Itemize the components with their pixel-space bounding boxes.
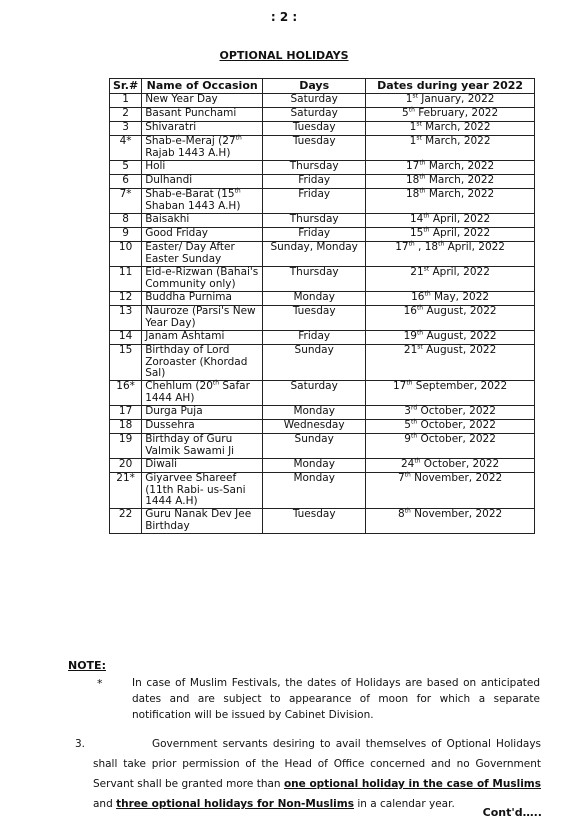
row-sr: 15	[110, 345, 142, 381]
row-occasion: New Year Day	[142, 94, 263, 108]
row-occasion: Shab-e-Meraj (27th Rajab 1443 A.H)	[142, 136, 263, 161]
row-sr: 18	[110, 420, 142, 434]
table-body	[110, 94, 535, 534]
paragraph-bold-2: three optional holidays for Non-Muslims	[116, 798, 354, 810]
row-sr: 2	[110, 108, 142, 122]
row-date: 16th May, 2022	[366, 292, 535, 306]
row-date: 24th October, 2022	[366, 459, 535, 473]
continued-marker: Cont'd…..	[482, 806, 542, 819]
row-sr: 21*	[110, 473, 142, 509]
row-occasion: Giyarvee Shareef (11th Rabi- us-Sani 1444 A.H)	[142, 473, 263, 509]
row-occasion: Holi	[142, 161, 263, 175]
row-sr: 3	[110, 122, 142, 136]
row-day: Monday	[263, 292, 366, 306]
row-day: Wednesday	[263, 420, 366, 434]
row-date: 17th , 18th April, 2022	[366, 242, 535, 267]
paragraph-text-3: in a calendar year.	[353, 798, 455, 810]
row-occasion: Good Friday	[142, 228, 263, 242]
row-day: Thursday	[263, 214, 366, 228]
paragraph-3	[75, 734, 541, 814]
row-date: 21st April, 2022	[366, 267, 535, 292]
row-occasion: Dussehra	[142, 420, 263, 434]
row-sr: 13	[110, 306, 142, 331]
row-occasion: Durga Puja	[142, 406, 263, 420]
row-day: Sunday	[263, 345, 366, 381]
row-day: Saturday	[263, 381, 366, 406]
row-sr: 19	[110, 434, 142, 459]
row-date: 5th October, 2022	[366, 420, 535, 434]
header-occasion: Name of Occasion	[142, 79, 263, 94]
row-day: Thursday	[263, 161, 366, 175]
row-day: Saturday	[263, 94, 366, 108]
table-row	[110, 189, 535, 214]
row-occasion: Dulhandi	[142, 175, 263, 189]
row-sr: 10	[110, 242, 142, 267]
note-heading: NOTE:	[68, 659, 106, 672]
row-sr: 14	[110, 331, 142, 345]
row-sr: 22	[110, 509, 142, 534]
table-row	[110, 292, 535, 306]
row-occasion: Nauroze (Parsi's New Year Day)	[142, 306, 263, 331]
row-day: Friday	[263, 331, 366, 345]
row-occasion: Baisakhi	[142, 214, 263, 228]
table-row	[110, 459, 535, 473]
row-day: Tuesday	[263, 306, 366, 331]
row-sr: 17	[110, 406, 142, 420]
table-row	[110, 406, 535, 420]
row-day: Sunday, Monday	[263, 242, 366, 267]
row-occasion: Diwali	[142, 459, 263, 473]
row-day: Saturday	[263, 108, 366, 122]
row-sr: 20	[110, 459, 142, 473]
header-sr: Sr.#	[110, 79, 142, 94]
paragraph-number: 3.	[75, 738, 86, 750]
row-day: Friday	[263, 175, 366, 189]
paragraph-text-1: Government servants desiring to avail themselves of Optional Holidays shall take prior permission of the Head of Office concerned and no Government Servant shall be granted more than	[93, 738, 541, 790]
table-row	[110, 161, 535, 175]
table-row	[110, 473, 535, 509]
table-row	[110, 306, 535, 331]
table-row	[110, 381, 535, 406]
row-occasion: Birthday of Guru Valmik Sawami Ji	[142, 434, 263, 459]
table-row	[110, 122, 535, 136]
row-date: 8th November, 2022	[366, 509, 535, 534]
row-occasion: Buddha Purnima	[142, 292, 263, 306]
page-number: : 2 :	[270, 10, 298, 24]
row-occasion: Shab-e-Barat (15th Shaban 1443 A.H)	[142, 189, 263, 214]
row-day: Tuesday	[263, 509, 366, 534]
row-sr: 4*	[110, 136, 142, 161]
row-date: 16th August, 2022	[366, 306, 535, 331]
row-occasion: Shivaratri	[142, 122, 263, 136]
row-sr: 9	[110, 228, 142, 242]
row-date: 21st August, 2022	[366, 345, 535, 381]
row-date: 5th February, 2022	[366, 108, 535, 122]
row-occasion: Birthday of Lord Zoroaster (Khordad Sal)	[142, 345, 263, 381]
table-row	[110, 331, 535, 345]
row-sr: 7*	[110, 189, 142, 214]
row-sr: 12	[110, 292, 142, 306]
row-day: Monday	[263, 406, 366, 420]
table-row	[110, 267, 535, 292]
table-row	[110, 345, 535, 381]
table-row	[110, 108, 535, 122]
table-row	[110, 94, 535, 108]
row-sr: 8	[110, 214, 142, 228]
row-date: 1st January, 2022	[366, 94, 535, 108]
row-date: 18th March, 2022	[366, 175, 535, 189]
table-row	[110, 214, 535, 228]
row-date: 9th October, 2022	[366, 434, 535, 459]
row-date: 7th November, 2022	[366, 473, 535, 509]
header-dates: Dates during year 2022	[366, 79, 535, 94]
table-row	[110, 136, 535, 161]
paragraph-bold-1: one optional holiday in the case of Muslims	[283, 778, 541, 790]
row-day: Thursday	[263, 267, 366, 292]
row-day: Monday	[263, 459, 366, 473]
row-date: 17th September, 2022	[366, 381, 535, 406]
row-date: 18th March, 2022	[366, 189, 535, 214]
row-sr: 5	[110, 161, 142, 175]
table-header-row	[110, 79, 535, 94]
row-day: Monday	[263, 473, 366, 509]
table-row	[110, 242, 535, 267]
row-date: 1st March, 2022	[366, 122, 535, 136]
row-day: Friday	[263, 189, 366, 214]
table-row	[110, 175, 535, 189]
row-date: 15th April, 2022	[366, 228, 535, 242]
paragraph-text-2: and	[93, 798, 117, 810]
table-row	[110, 509, 535, 534]
table-row	[110, 434, 535, 459]
row-day: Sunday	[263, 434, 366, 459]
row-day: Tuesday	[263, 122, 366, 136]
row-sr: 11	[110, 267, 142, 292]
row-date: 3rd October, 2022	[366, 406, 535, 420]
row-occasion: Janam Ashtami	[142, 331, 263, 345]
header-days: Days	[263, 79, 366, 94]
note-marker: *	[97, 677, 103, 690]
row-day: Tuesday	[263, 136, 366, 161]
row-date: 19th August, 2022	[366, 331, 535, 345]
row-date: 17th March, 2022	[366, 161, 535, 175]
row-date: 1st March, 2022	[366, 136, 535, 161]
row-occasion: Easter/ Day After Easter Sunday	[142, 242, 263, 267]
row-occasion: Guru Nanak Dev Jee Birthday	[142, 509, 263, 534]
page-title: OPTIONAL HOLIDAYS	[219, 49, 349, 62]
row-sr: 16*	[110, 381, 142, 406]
row-occasion: Basant Punchami	[142, 108, 263, 122]
row-date: 14th April, 2022	[366, 214, 535, 228]
holidays-table	[109, 78, 535, 534]
note-text: In case of Muslim Festivals, the dates of Holidays are based on anticipated dates and are subject to appearance of moon for which a separate notification will be issued by Cabinet Division.	[132, 677, 540, 721]
table-row	[110, 420, 535, 434]
row-occasion: Eid-e-Rizwan (Bahai's Community only)	[142, 267, 263, 292]
row-day: Friday	[263, 228, 366, 242]
row-occasion: Chehlum (20th Safar 1444 AH)	[142, 381, 263, 406]
row-sr: 1	[110, 94, 142, 108]
row-sr: 6	[110, 175, 142, 189]
table-row	[110, 228, 535, 242]
